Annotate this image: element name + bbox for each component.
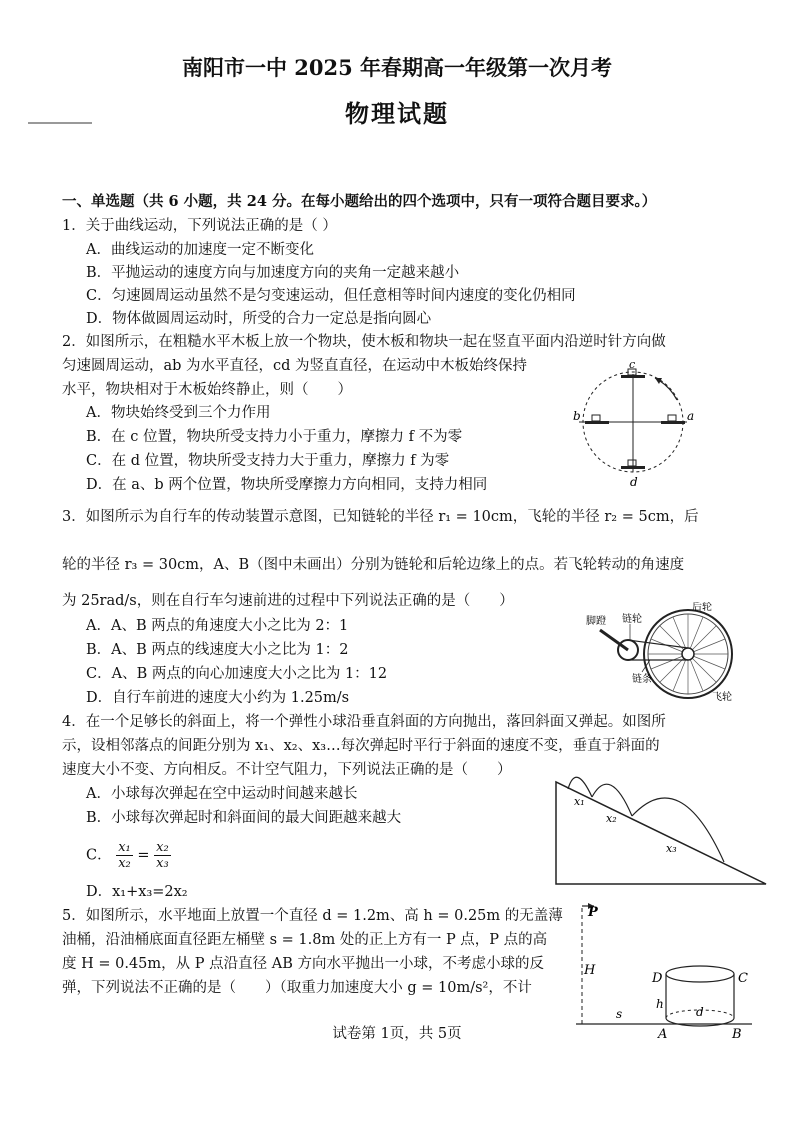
- label-H: H: [584, 963, 596, 978]
- q3-option-b: B．A、B 两点的线速度大小之比为 1：2: [86, 642, 349, 658]
- q2-option-b: B．在 c 位置，物块所受支持力小于重力，摩擦力 f 不为零: [86, 429, 463, 445]
- q5-stem-4: 弹，下列说法不正确的是（ ）（取重力加速度大小 g = 10m/s²，不计: [62, 980, 532, 996]
- scan-mark: [28, 122, 92, 124]
- q1-option-c: C．匀速圆周运动虽然不是匀变速运动，但任意相等时间内速度的变化仍相同: [86, 288, 576, 304]
- q3-stem-1: 3．如图所示为自行车的传动装置示意图，已知链轮的半径 r₁ = 10cm，飞轮的半径 r₂ = 5cm，后: [62, 509, 699, 525]
- label-x3: x₃: [666, 842, 677, 855]
- q4-option-c: C． $\frac{\text{x₁}}{\text{x₂}}$ = $\frac{\text{x₂}}{\text{x₃}}$: [86, 840, 169, 871]
- q2-stem-1: 2．如图所示，在粗糙水平木板上放一个物块，使木板和物块一起在竖直平面内沿逆时针方向做: [62, 334, 666, 350]
- q3-option-c: C．A、B 两点的向心加速度大小之比为 1：12: [86, 666, 388, 682]
- q5-stem-3: 度 H = 0.45m，从 P 点沿直径 AB 方向水平抛出一小球，不考虑小球的反: [62, 956, 544, 972]
- q2-stem-3: 水平，物块相对于木板始终静止，则（ ）: [62, 382, 352, 398]
- q2-option-a: A．物块始终受到三个力作用: [86, 405, 271, 421]
- q2-stem-2: 匀速圆周运动，ab 为水平直径，cd 为竖直直径，在运动中木板始终保持: [62, 358, 528, 374]
- label-B: B: [732, 1027, 742, 1042]
- q5-stem-2: 油桶，沿油桶底面直径距左桶壁 s = 1.8m 处的正上方有一 P 点，P 点的高: [62, 932, 548, 948]
- label-s: s: [616, 1007, 623, 1021]
- q2-circle-figure: [565, 360, 705, 490]
- label-b: b: [573, 409, 581, 423]
- page-footer: 试卷第 1页，共 5页: [332, 1026, 462, 1042]
- q1-option-a: A．曲线运动的加速度一定不断变化: [86, 242, 314, 258]
- fraction-1: $\frac{\text{x₁}}{\text{x₂}}$: [118, 840, 131, 871]
- label-chain: 链条: [632, 674, 652, 685]
- q2-option-d: D．在 a、b 两个位置，物块所受摩擦力方向相同，支持力相同: [86, 477, 488, 493]
- section-heading: 一、单选题（共 6 小题，共 24 分。在每小题给出的四个选项中，只有一项符合题目要求。）: [62, 193, 657, 210]
- label-d: d: [630, 475, 638, 489]
- q4-slope-figure: [552, 770, 772, 890]
- label-P: P: [588, 905, 598, 920]
- fraction-2: $\frac{\text{x₂}}{\text{x₃}}$: [156, 840, 169, 871]
- label-x1: x₁: [574, 795, 585, 808]
- label-x2: x₂: [606, 812, 617, 825]
- exam-subtitle: 物理试题: [345, 99, 449, 128]
- label-h: h: [656, 997, 664, 1011]
- q3-bicycle-figure: [580, 602, 740, 712]
- q1-stem: 1．关于曲线运动，下列说法正确的是（ ）: [62, 218, 337, 234]
- q2-option-c: C．在 d 位置，物块所受支持力大于重力，摩擦力 f 为零: [86, 453, 450, 469]
- q1-option-b: B．平抛运动的速度方向与加速度方向的夹角一定越来越小: [86, 265, 460, 281]
- q3-option-a: A．A、B 两点的角速度大小之比为 2：1: [86, 618, 349, 634]
- q4-option-b: B．小球每次弹起时和斜面间的最大间距越来越大: [86, 810, 402, 826]
- q4-option-d: D．x₁+x₃=2x₂: [86, 884, 188, 900]
- label-rear-wheel: 后轮: [692, 602, 712, 613]
- q3-stem-2: 轮的半径 r₃ = 30cm，A、B（图中未画出）分别为链轮和后轮边缘上的点。若飞轮转动的角速度: [62, 557, 685, 573]
- q5-stem-1: 5．如图所示，水平地面上放置一个直径 d = 1.2m、高 h = 0.25m 的无盖薄: [62, 908, 563, 924]
- label-d: d: [696, 1005, 704, 1019]
- q3-stem-3: 为 25rad/s，则在自行车匀速前进的过程中下列说法正确的是（ ）: [62, 593, 514, 609]
- q4-stem-3: 速度大小不变、方向相反。不计空气阻力，下列说法正确的是（ ）: [62, 762, 512, 778]
- label-flywheel: 飞轮: [712, 692, 732, 703]
- q1-option-d: D．物体做圆周运动时，所受的合力一定总是指向圆心: [86, 311, 432, 327]
- q4-option-c-label: C．: [86, 847, 112, 864]
- label-C: C: [738, 971, 748, 986]
- label-A: A: [658, 1027, 668, 1042]
- q4-option-a: A．小球每次弹起在空中运动时间越来越长: [86, 786, 358, 802]
- label-pedal: 脚蹬: [586, 616, 606, 627]
- q5-oil-drum-figure: [568, 900, 758, 1042]
- label-D: D: [652, 971, 663, 986]
- label-c: c: [629, 360, 636, 371]
- label-a: a: [687, 409, 695, 423]
- exam-title: 南阳市一中 2025 年春期高一年级第一次月考: [181, 55, 613, 80]
- q4-stem-2: 示，设相邻落点的间距分别为 x₁、x₂、x₃…每次弹起时平行于斜面的速度不变，垂直于斜面的: [62, 738, 660, 754]
- label-chainring: 链轮: [622, 614, 642, 625]
- q4-stem-1: 4．在一个足够长的斜面上，将一个弹性小球沿垂直斜面的方向抛出，落回斜面又弹起。如图所: [62, 714, 666, 730]
- q3-option-d: D．自行车前进的速度大小约为 1.25m/s: [86, 690, 350, 706]
